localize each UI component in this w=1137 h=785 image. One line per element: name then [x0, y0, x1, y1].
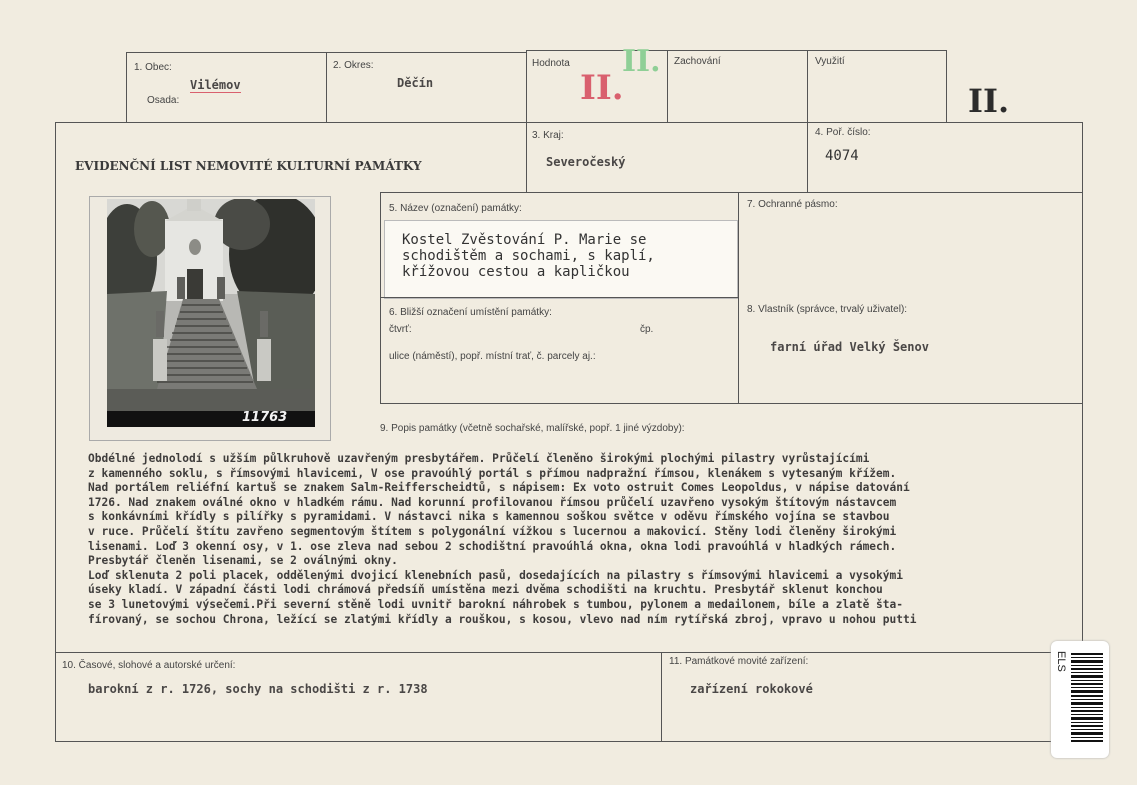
poradove-value: 4074 [825, 148, 859, 164]
popis-line: v ruce. Průčelí štítu zavřeno segmentovým štítem s polygonální vížkou s lucernou a makovicí. Stěny lodi členěny širokými [88, 524, 897, 538]
vlastnik-label: 8. Vlastník (správce, trvalý uživatel): [747, 304, 908, 315]
ochranne-label: 7. Ochranné pásmo: [747, 199, 838, 210]
popis-line: se 3 lunetovými výsečemi.Při severní stěně lodi uvnitř barokní náhrobek s tumbou, pylonem a medailonem, bíle a zlatě šta- [88, 597, 903, 611]
card-title: EVIDENČNÍ LIST NEMOVITÉ KULTURNÍ PAMÁTKY [75, 159, 422, 173]
barcode-label [1051, 641, 1109, 758]
nazev-line: schodištěm a sochami, s kaplí, [402, 248, 655, 264]
popis-line: s konkávními křídly s pilířky s pyramidami. V nástavci nika s kamennou soškou světce v oděvu římského vojína se stavbou [88, 510, 890, 524]
nazev-value [402, 232, 655, 280]
movite-value: zařízení rokokové [690, 682, 813, 696]
okres-label: 2. Okres: [333, 60, 374, 71]
nazev-label: 5. Název (označení) památky: [389, 203, 522, 214]
popis-label: 9. Popis památky (včetně sochařské, malířské, popř. 1 jiné výzdoby): [380, 423, 685, 434]
barcode-text: ELS [1055, 651, 1067, 672]
popis-line: Nad portálem reliéfní kartuš se znakem Salm-Reifferscheidtů, s nápisem: Ex voto ostruit Comes Leopoldus, v nápise datování [88, 481, 910, 495]
hodnota-label: Hodnota [532, 58, 570, 69]
popis-line: 1726. Nad znakem oválné okno v hladkém rámu. Nad korunní profilovanou římsou průčelí uzavřeno vysokým štítovým nástavcem [88, 495, 897, 509]
kraj-value: Severočeský [546, 155, 626, 169]
popis-line: úseky kladí. V západní části lodi chrámová předsíň umístěna mezi dvěma schodišti na kruchtu. Presbytář sklenut konchou [88, 583, 883, 597]
poradove-label: 4. Poř. číslo: [815, 127, 871, 138]
popis-line: lisenami. Loď 3 okenní osy, v 1. ose zleva nad sebou 2 schodištní pravoúhlá okna, okna lodi pravoúhlá v hladkých rámech. [88, 539, 897, 553]
okres-value: Děčín [397, 76, 434, 90]
nazev-line: Kostel Zvěstování P. Marie se [402, 232, 647, 248]
casove-label: 10. Časové, slohové a autorské určení: [62, 660, 236, 671]
popis-text [88, 452, 1063, 627]
cp-label: čp. [640, 324, 654, 335]
casove-value: barokní z r. 1726, sochy na schodišti z r. 1738 [88, 682, 428, 696]
popis-line: z kamenného soklu, s římsovými hlavicemi, V ose pravoúhlý portál s přímou nadpražní římsou, klenákem s vytesaným křížem. [88, 466, 897, 480]
popis-line: Obdélné jednolodí s užším půlkruhově uzavřeným presbytářem. Průčelí členěno širokými plochými pilastry vyrůstajícími [88, 452, 870, 465]
photo-frame [89, 196, 331, 441]
osada-label: Osada: [147, 95, 180, 106]
vlastnik-value: farní úřad Velký Šenov [770, 340, 929, 354]
zachovani-label: Zachování [674, 56, 721, 67]
ctvrt-label: čtvrť: [389, 324, 412, 335]
movite-label: 11. Památkové movité zařízení: [669, 656, 809, 667]
popis-line: Loď sklenuta 2 poli placek, oddělenými dvojicí klenebních pasů, dosedajících na pilastry s římsovými hlavicemi a vysokými [88, 568, 903, 582]
church-photo [107, 199, 315, 427]
photo-number: 11763 [242, 410, 288, 425]
popis-line: fírovaný, se sochou Chrona, ležící se zlatými křídly a rouškou, s kosou, vlevo nad ním rytířská zbroj, vpravo u nohou putti [88, 612, 917, 626]
vyuziti-label: Využití [815, 56, 845, 67]
umisteni-label: 6. Bližší označení umístění památky: [389, 307, 552, 318]
kraj-label: 3. Kraj: [532, 130, 564, 141]
obec-value: Vilémov [190, 78, 241, 92]
corner-mark: II. [968, 82, 1010, 120]
obec-label: 1. Obec: [134, 62, 172, 73]
ulice-label: ulice (náměstí), popř. místní trať, č. parcely aj.: [389, 351, 596, 362]
hodnota-stamp-red: II. [580, 68, 624, 108]
barcode-icon [1071, 653, 1103, 743]
nazev-line: křížovou cestou a kapličkou [402, 264, 630, 280]
hodnota-stamp-green: II. [622, 44, 661, 79]
popis-line: Presbytář členěn lisenami, se 2 oválnými okny. [88, 554, 398, 568]
